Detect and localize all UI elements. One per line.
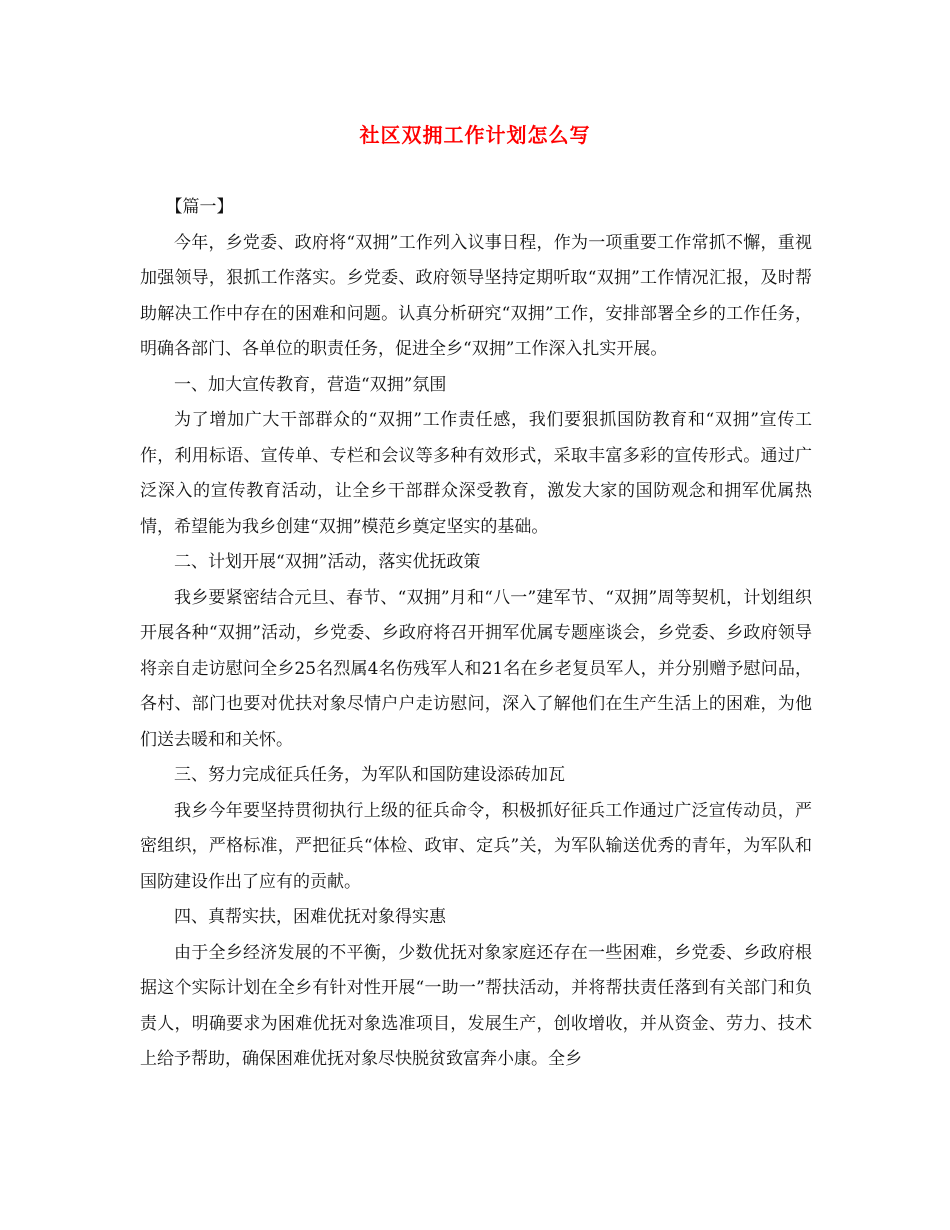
paragraph-one: 为了增加广大干部群众的“双拥”工作责任感，我们要狠抓国防教育和“双拥”宣传工作，利用标语、宣传单、专栏和会议等多种有效形式，采取丰富多彩的宣传形式。通过广泛深入的宣传教育活动，让全乡干部群众深受教育，激发大家的国防观念和拥军优属热情，希望能为我乡创建“双拥”模范乡奠定坚实的基础。: [140, 410, 812, 537]
heading-one: 一、加大宣传教育，营造“双拥”氛围: [174, 374, 447, 395]
section-label: 【篇一】: [165, 197, 234, 217]
document-title: 社区双拥工作计划怎么写: [359, 123, 591, 147]
paragraph-four: 由于全乡经济发展的不平衡，少数优抚对象家庭还存在一些困难，乡党委、乡政府根据这个实际计划在全乡有针对性开展“一助一”帮扶活动，并将帮扶责任落到有关部门和负责人，明确要求为困难优抚对象选准项目，发展生产，创收增收，并从资金、劳力、技术上给予帮助，确保困难优抚对象尽快脱贫致富奔小康。全乡: [140, 942, 812, 1069]
paragraph-two: 我乡要紧密结合元旦、春节、“双拥”月和“八一”建军节、“双拥”周等契机，计划组织开展各种“双拥”活动，乡党委、乡政府将召开拥军优属专题座谈会，乡党委、乡政府领导将亲自走访慰问全乡25名烈属4名伤残军人和21名在乡老复员军人，并分别赠予慰问品，各村、部门也要对优扶对象尽情户户走访慰问，深入了解他们在生产生活上的困难，为他们送去暖和和关怀。: [140, 587, 812, 750]
heading-two: 二、计划开展“双拥”活动，落实优抚政策: [174, 552, 481, 572]
heading-three: 三、努力完成征兵任务，为军队和国防建设添砖加瓦: [174, 765, 565, 785]
intro-paragraph: 今年，乡党委、政府将“双拥”工作列入议事日程，作为一项重要工作常抓不懈，重视加强领导，狠抓工作落实。乡党委、政府领导坚持定期听取“双拥”工作情况汇报，及时帮助解决工作中存在的困难和问题。认真分析研究“双拥”工作，安排部署全乡的工作任务，明确各部门、各单位的职责任务，促进全乡“双拥”工作深入扎实开展。: [140, 232, 812, 359]
heading-four: 四、真帮实扶，困难优抚对象得实惠: [174, 907, 446, 927]
document-body: [140, 190, 812, 1078]
paragraph-three: 我乡今年要坚持贯彻执行上级的征兵命令，积极抓好征兵工作通过广泛宣传动员，严密组织，严格标准，严把征兵“体检、政审、定兵”关，为军队输送优秀的青年，为军队和国防建设作出了应有的贡献。: [140, 800, 812, 892]
